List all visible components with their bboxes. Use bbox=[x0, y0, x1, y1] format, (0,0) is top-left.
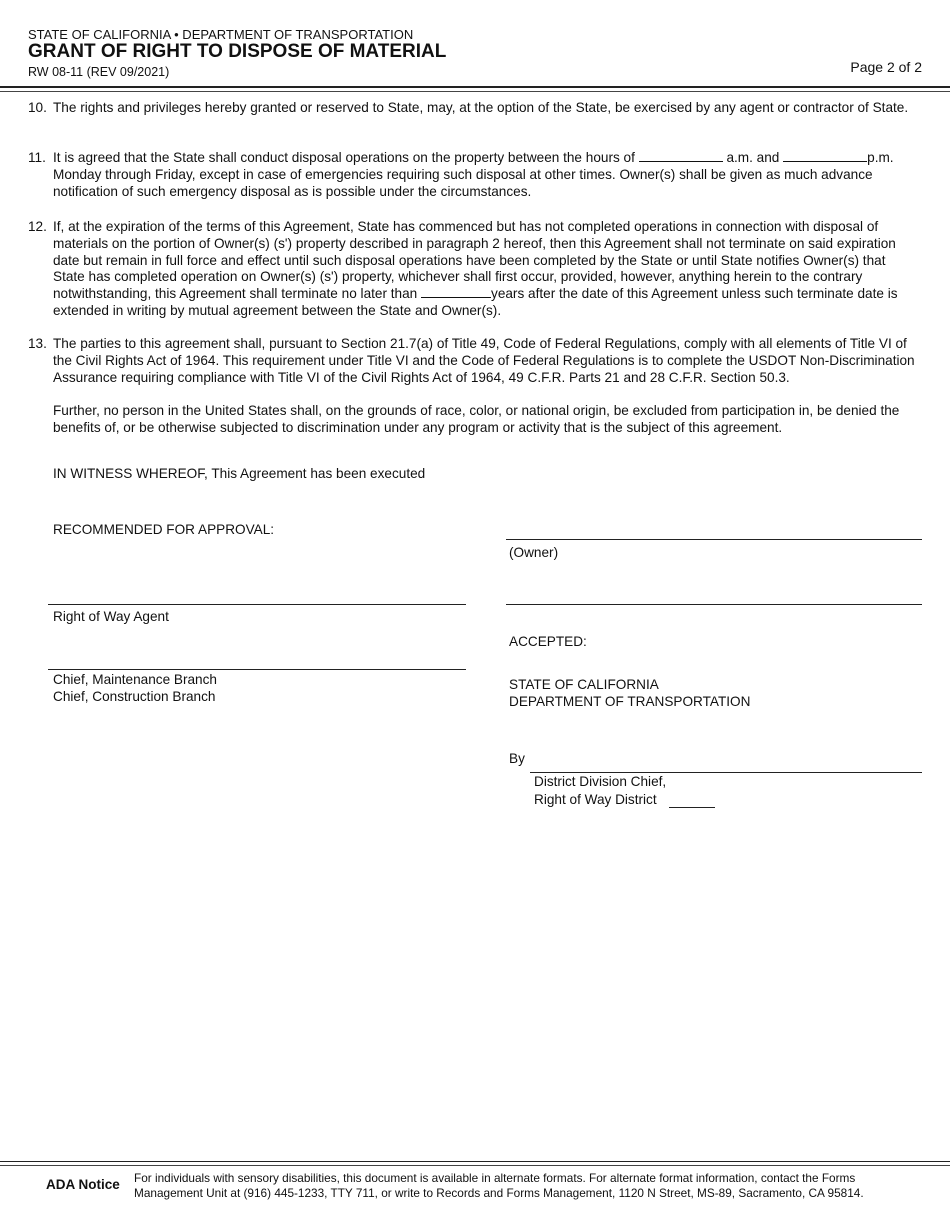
clause-number: 12. bbox=[28, 219, 47, 234]
owner-label: (Owner) bbox=[509, 545, 559, 560]
recommended-label: RECOMMENDED FOR APPROVAL: bbox=[53, 522, 275, 537]
clause-number: 13. bbox=[28, 336, 47, 351]
form-number: RW 08-11 (REV 09/2021) bbox=[28, 65, 170, 79]
clause-text: Monday through Friday, except in case of emergencies requiring such disposal at other times. Owner(s) shall be given as much advance notification of such emergency disposal as is possible under the circumstances. bbox=[53, 166, 873, 199]
form-title: GRANT OF RIGHT TO DISPOSE OF MATERIAL bbox=[28, 41, 447, 62]
owner-signature-line[interactable] bbox=[506, 539, 922, 540]
ada-notice-label: ADA Notice bbox=[46, 1177, 120, 1192]
owner-signature-line-2[interactable] bbox=[506, 604, 922, 605]
clause-text: It is agreed that the State shall conduct disposal operations on the property between the hours of bbox=[53, 150, 635, 165]
clause-text: The rights and privileges hereby granted or reserved to State, may, at the option of the State, be exercised by any agent or contractor of State. bbox=[53, 100, 909, 115]
header-divider-bottom bbox=[0, 91, 950, 92]
clause-12 bbox=[28, 219, 920, 320]
clause-text: a.m. and bbox=[726, 150, 780, 165]
clause-text: If, at the expiration of the terms of this Agreement, State has commenced but has not completed operations in connection with disposal of materials on the portion of Owner(s) (s') property described in paragraph 2 hereof, then this Agreement shall not terminate on said expiration date but remain in full force and effect until such disposal operations have been completed by the State or until State notifies Owner(s) that State has completed operation on Owner(s) (s') property, whichever shall first occur, provided, however, anything herein to the contrary notwithstanding, this Agreement shall terminate no later than bbox=[53, 219, 896, 302]
department-label: DEPARTMENT OF TRANSPORTATION bbox=[509, 694, 751, 709]
state-label: STATE OF CALIFORNIA bbox=[509, 677, 659, 692]
witness-statement: IN WITNESS WHEREOF, This Agreement has been executed bbox=[53, 466, 426, 481]
accepted-label: ACCEPTED: bbox=[509, 634, 587, 649]
clause-13 bbox=[28, 336, 920, 386]
clause-text: The parties to this agreement shall, pursuant to Section 21.7(a) of Title 49, Code of Federal Regulations, comply with all elements of Title VI of the Civil Rights Act of 1964. This requirement under Title VI and the Code of Federal Regulations is to complete the USDOT Non-Discrimination Assurance requiring compliance with Title VI of the Civil Rights Act of 1964, 49 C.F.R. Parts 21 and 28 C.F.R. Section 50.3. bbox=[53, 336, 915, 385]
chief-construction-label: Chief, Construction Branch bbox=[53, 689, 216, 704]
district-number-field[interactable] bbox=[669, 807, 715, 808]
start-hour-field[interactable] bbox=[639, 150, 723, 162]
clause-10 bbox=[28, 100, 920, 117]
clause-number: 11. bbox=[28, 150, 46, 165]
agency-header: STATE OF CALIFORNIA • DEPARTMENT OF TRANSPORTATION bbox=[28, 27, 414, 42]
page-number: Page 2 of 2 bbox=[850, 59, 922, 75]
clause-11 bbox=[28, 150, 920, 200]
ada-notice-text: For individuals with sensory disabilities, this document is available in alternate formats. For alternate format information, contact the Forms Management Unit at (916) 445-1233, TTY 711, or write to Records and Forms Management, 1120 N Street, MS-89, Sacramento, CA 95814. bbox=[134, 1171, 864, 1200]
chief-signature-line[interactable] bbox=[48, 669, 466, 670]
end-hour-field[interactable] bbox=[783, 150, 867, 162]
clause-number: 10. bbox=[28, 100, 47, 115]
years-field[interactable] bbox=[421, 286, 491, 298]
row-district-label: Right of Way District bbox=[534, 792, 657, 807]
clause-text: years after the date of this Agreement unless such terminate date is extended in writing by mutual agreement between the State and Owner(s). bbox=[53, 286, 898, 318]
header-divider-top bbox=[0, 86, 950, 88]
district-chief-label: District Division Chief, bbox=[534, 774, 667, 789]
chief-maintenance-label: Chief, Maintenance Branch bbox=[53, 672, 217, 687]
footer-divider-bottom bbox=[0, 1165, 950, 1166]
footer-divider-top bbox=[0, 1161, 950, 1162]
agent-signature-line[interactable] bbox=[48, 604, 466, 605]
clause-text: p.m. bbox=[867, 150, 894, 165]
non-discrimination-paragraph: Further, no person in the United States shall, on the grounds of race, color, or national origin, be excluded from participation in, be denied the benefits of, or be otherwise subjected to discrimination under any program or activity that is the subject of this agreement. bbox=[53, 403, 900, 435]
by-label: By bbox=[509, 751, 525, 766]
agent-label: Right of Way Agent bbox=[53, 609, 169, 624]
